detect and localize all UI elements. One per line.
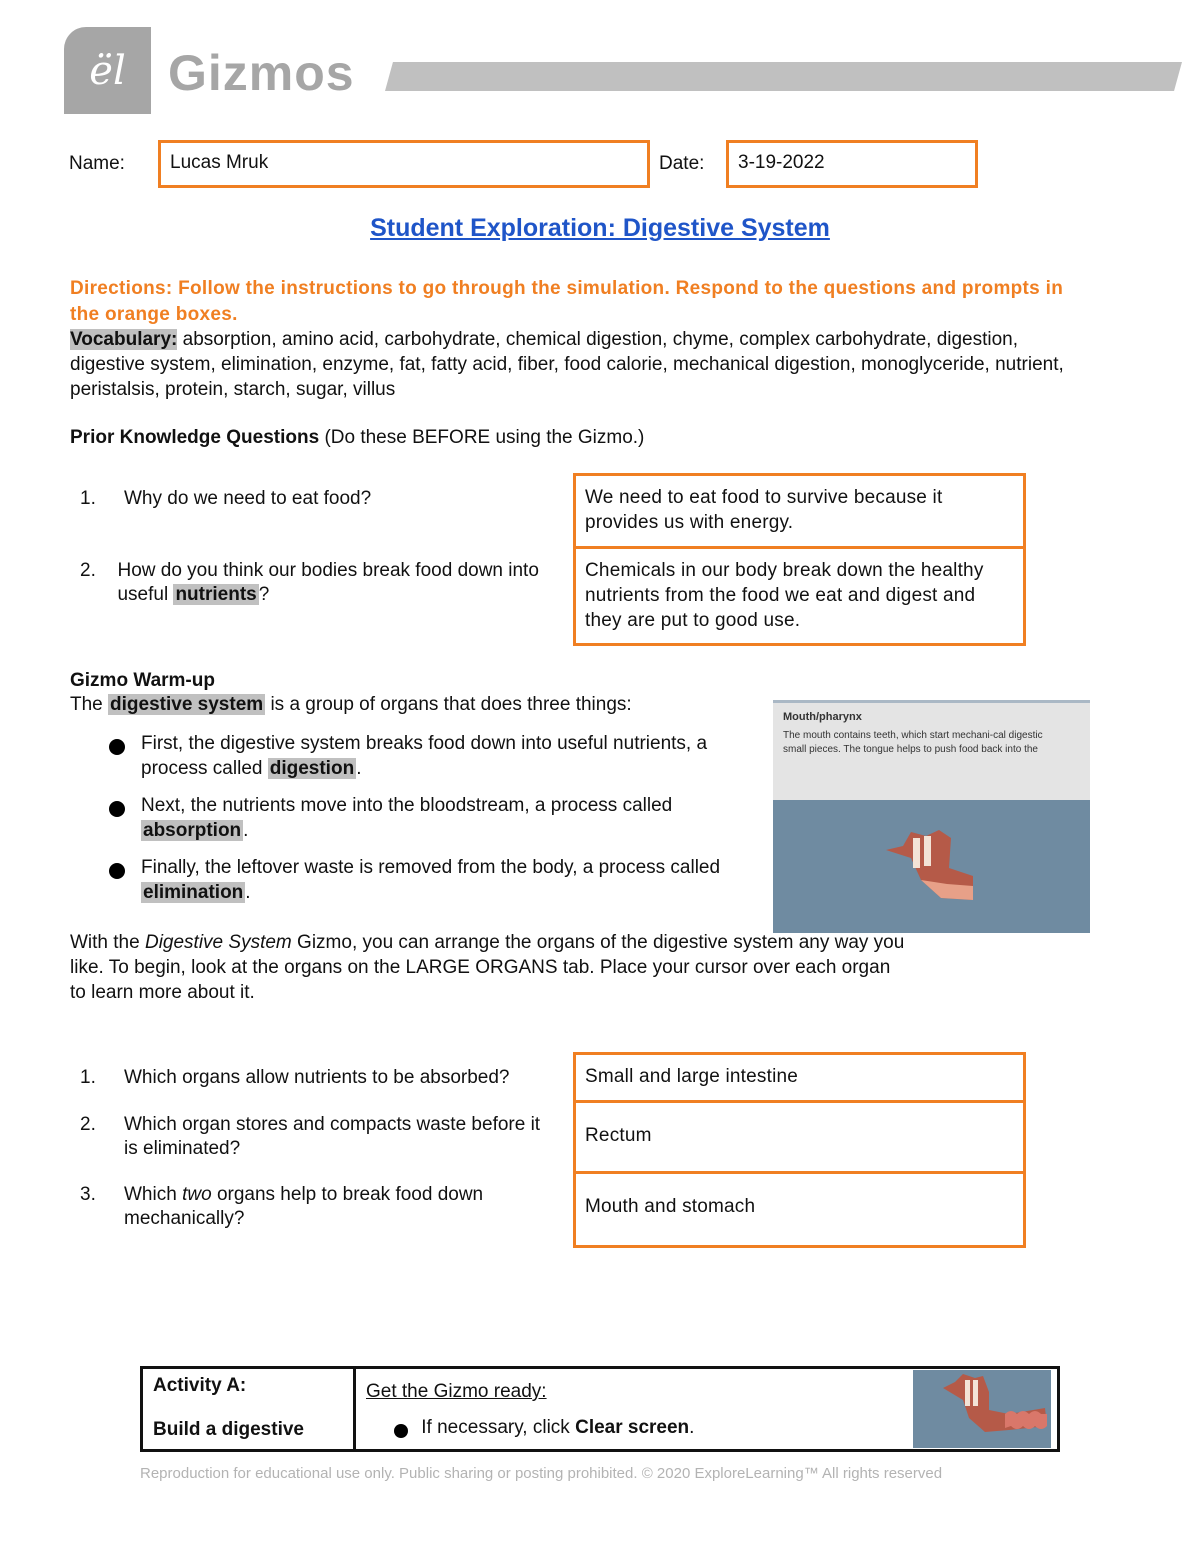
warmup-answers-box — [573, 1052, 1026, 1248]
warmup-answer-3[interactable]: Mouth and stomach — [585, 1196, 756, 1217]
get-ready-heading: Get the Gizmo ready: — [366, 1381, 547, 1402]
copyright-footer: Reproduction for educational use only. Public sharing or posting prohibited. © 2020 ExploreLearning™ All rights reserved — [140, 1465, 943, 1482]
bullet-icon — [109, 801, 125, 817]
bullet-elimination: Finally, the leftover waste is removed from the body, a process called elimination . — [141, 855, 749, 905]
page-title: Student Exploration: Digestive System — [370, 214, 830, 242]
warmup-intro: The digestive system is a group of organs that does three things: — [70, 694, 632, 715]
warmup-heading: Gizmo Warm-up — [70, 670, 215, 691]
prior-knowledge-heading: Prior Knowledge Questions (Do these BEFORE using the Gizmo.) — [70, 427, 645, 448]
warmup-question-2: 2. Which organ stores and compacts waste before it is eliminated? — [80, 1114, 541, 1159]
name-label: Name: — [69, 153, 125, 174]
prior-question-1: 1. Why do we need to eat food? — [80, 488, 372, 509]
mouth-organ-icon — [881, 828, 976, 908]
warmup-paragraph: With the Digestive System Gizmo, you can arrange the organs of the digestive system any way you like. To begin, look at the organs on the LARGE ORGANS tab. Place your cursor over each organ to learn more about it. — [70, 932, 905, 1003]
vocabulary-label: Vocabulary: — [70, 329, 178, 350]
activity-title-cell: Activity A: Build a digestive — [143, 1369, 356, 1449]
bullet-icon — [394, 1424, 408, 1438]
explorelearning-logo — [64, 27, 151, 114]
prior-answer-2[interactable]: Chemicals in our body break down the healthy nutrients from the food we eat and digest and they are put to good use. — [585, 560, 984, 631]
name-field[interactable]: Lucas Mruk — [158, 140, 650, 188]
prior-question-2: 2. How do you think our bodies break food down into useful nutrients ? — [80, 560, 539, 605]
bullet-digestion: First, the digestive system breaks food down into useful nutrients, a process called digestion . — [141, 731, 749, 781]
logo-icon: ël — [89, 47, 126, 94]
brand-name: Gizmos — [168, 45, 355, 101]
warmup-bullets — [69, 731, 749, 905]
digestive-tract-icon — [913, 1370, 1051, 1450]
activity-a-table — [140, 1366, 1060, 1452]
organ-info-panel: Mouth/pharynx The mouth contains teeth, which start mechani-cal digestic small pieces. The tongue helps to push food back into the — [773, 703, 1090, 800]
warmup-answer-1[interactable]: Small and large intestine — [576, 1055, 1023, 1103]
bullet-absorption: Next, the nutrients move into the bloodstream, a process called absorption . — [141, 793, 749, 843]
clear-screen-instruction: If necessary, click Clear screen. — [394, 1417, 903, 1439]
date-field[interactable]: 3-19-2022 — [726, 140, 978, 188]
prior-answers-box — [573, 473, 1026, 646]
warmup-question-3: 3. Which two organs help to break food down mechanically? — [80, 1184, 484, 1229]
date-label: Date: — [659, 153, 705, 174]
vocabulary — [70, 327, 1080, 402]
activity-instructions-cell — [356, 1369, 913, 1449]
directions: Directions: Follow the instructions to go through the simulation. Respond to the questions and prompts in the orange boxes. — [70, 278, 1064, 325]
gizmo-thumbnail — [913, 1370, 1051, 1448]
header-bar — [385, 62, 1182, 91]
warmup-question-1: 1. Which organs allow nutrients to be absorbed? — [80, 1067, 510, 1088]
bullet-icon — [109, 739, 125, 755]
prior-answer-1[interactable]: We need to eat food to survive because it provides us with energy. — [576, 476, 1023, 549]
bullet-icon — [109, 863, 125, 879]
gizmo-screenshot — [773, 700, 1090, 933]
warmup-answer-2[interactable]: Rectum — [576, 1103, 1023, 1174]
vocabulary-terms: absorption, amino acid, carbohydrate, chemical digestion, chyme, complex carbohydrate, digestion, digestive system, elimination, enzyme, fat, fatty acid, fiber, food calorie, mechanical digestion, monoglyceride, nutrient, peristalsis, protein, starch, sugar, villus — [70, 329, 1064, 400]
